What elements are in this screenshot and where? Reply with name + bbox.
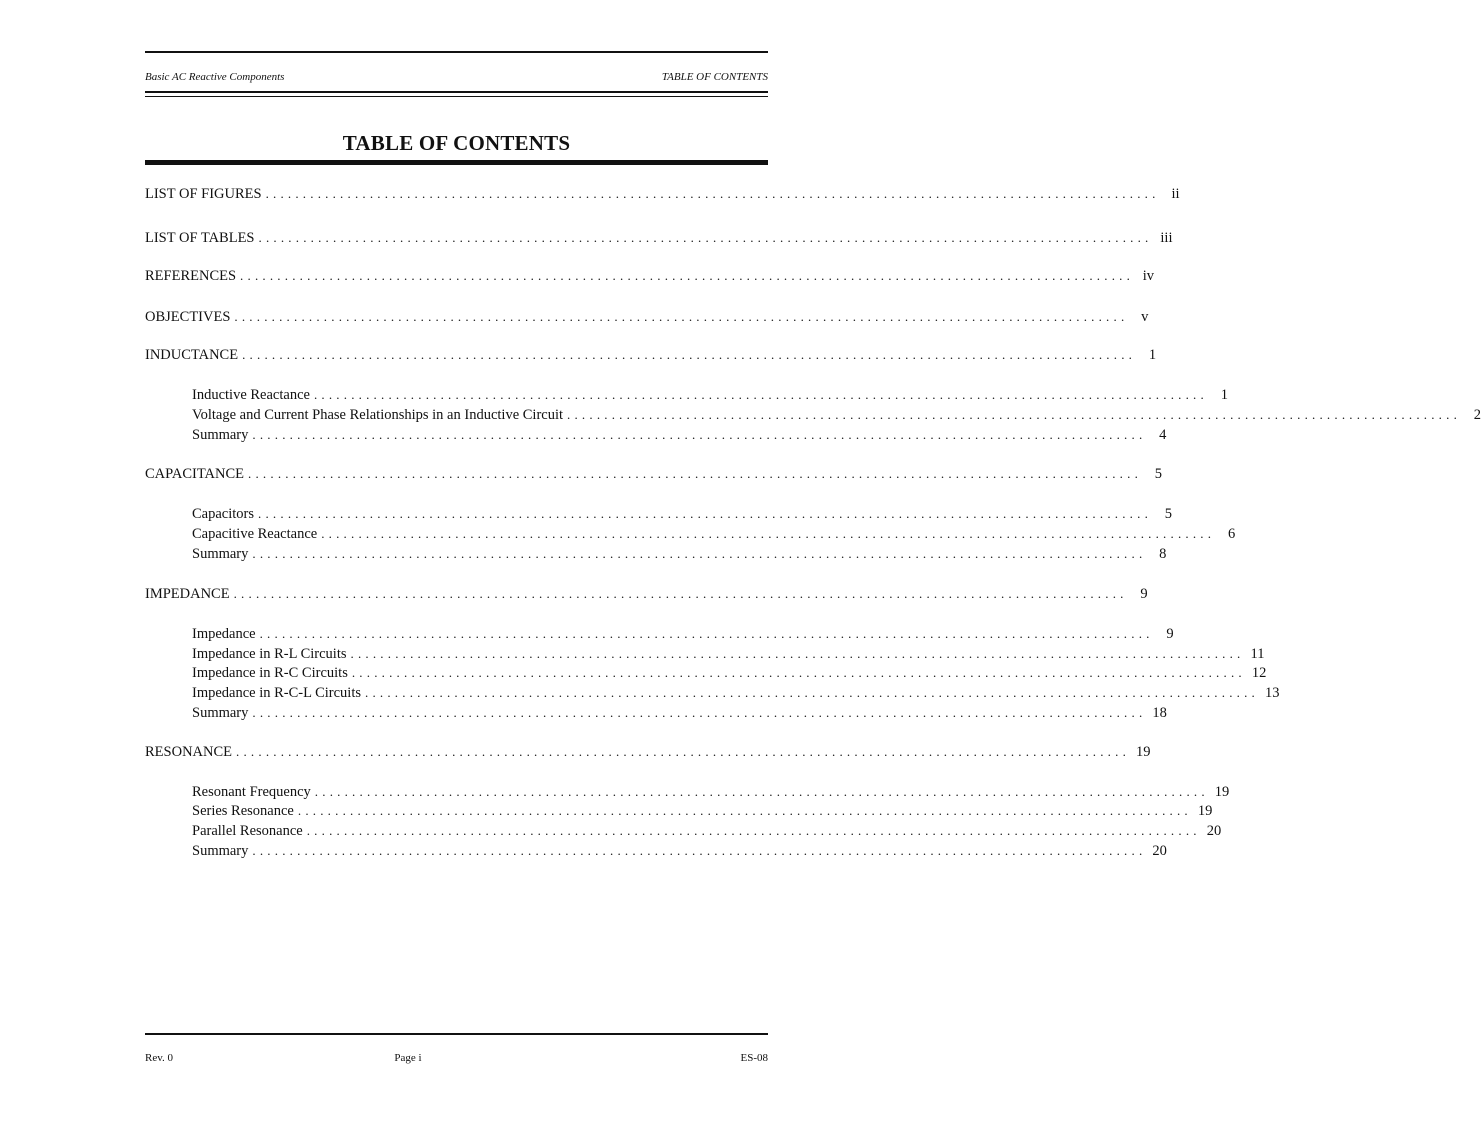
toc-dot-leader: ........................................................................................................................ (248, 466, 1143, 481)
toc-entry-label: OBJECTIVES (145, 309, 231, 325)
toc-dot-leader: ........................................................................................................................ (314, 784, 1209, 799)
toc-entry[interactable] (192, 842, 1167, 860)
toc-entry-page: 19 (1214, 784, 1230, 800)
toc-entry-page: 13 (1265, 685, 1280, 701)
footer-page-number: Page i (394, 1052, 422, 1064)
toc-entry[interactable] (192, 822, 1222, 840)
toc-entry-page: 20 (1152, 843, 1167, 859)
toc-dot-leader: ........................................................................................................................ (252, 705, 1147, 720)
toc-entry[interactable] (192, 645, 1265, 663)
toc-entry-label: LIST OF TABLES (145, 230, 255, 246)
header-top-rule (145, 51, 768, 53)
toc-dot-leader: ........................................................................................................................ (567, 407, 1462, 422)
footer-rule (145, 1033, 768, 1035)
title-rule (145, 160, 768, 165)
toc-entry-page: 6 (1227, 526, 1236, 542)
toc-entry-label: IMPEDANCE (145, 586, 230, 602)
toc-dot-leader: ........................................................................................................................ (259, 626, 1154, 641)
toc-entry-label: Parallel Resonance (192, 823, 303, 839)
toc-entry-label: Resonant Frequency (192, 784, 311, 800)
toc-dot-leader: ........................................................................................................................ (351, 665, 1246, 680)
header-right-text: TABLE OF CONTENTS (661, 71, 768, 83)
toc-entry-label: Impedance (192, 626, 256, 642)
toc-entry[interactable] (192, 406, 1481, 424)
toc-entry-page: 9 (1140, 586, 1148, 602)
toc-entry-label: Impedance in R-C Circuits (192, 665, 348, 681)
toc-entry-page: 5 (1154, 466, 1163, 482)
toc-entry[interactable] (145, 185, 1180, 203)
toc-dot-leader: ........................................................................................................................ (258, 230, 1153, 245)
toc-entry-label: RESONANCE (145, 744, 233, 760)
toc-entry-label: Series Resonance (192, 803, 294, 819)
toc-dot-leader: ........................................................................................................................ (236, 744, 1131, 759)
toc-entry-label: Impedance in R-L Circuits (192, 646, 347, 662)
toc-entry-label: Summary (192, 705, 249, 721)
toc-entry[interactable] (145, 267, 1155, 285)
toc-entry[interactable] (192, 525, 1236, 543)
toc-dot-leader: ........................................................................................................................ (252, 843, 1147, 858)
toc-entry-page: 11 (1250, 646, 1265, 662)
toc-entry-label: Capacitors (192, 506, 255, 522)
toc-entry-page: 12 (1251, 665, 1267, 681)
toc-dot-leader: ........................................................................................................................ (321, 526, 1216, 541)
toc-entry-label: Impedance in R-C-L Circuits (192, 685, 361, 701)
toc-entry-label: Summary (192, 843, 249, 859)
toc-entry[interactable] (192, 386, 1228, 404)
toc-entry-page: 8 (1159, 546, 1167, 562)
toc-entry-label: Voltage and Current Phase Relationships in an Inductive Circuit (192, 407, 564, 423)
toc-dot-leader: ........................................................................................................................ (297, 803, 1192, 818)
toc-entry[interactable] (192, 802, 1213, 820)
toc-entry-page: 2 (1473, 407, 1481, 423)
toc-dot-leader: ........................................................................................................................ (265, 186, 1160, 201)
toc-entry-page: ii (1171, 186, 1180, 202)
toc-entry-page: iv (1142, 268, 1155, 284)
toc-entry-label: INDUCTANCE (145, 347, 239, 363)
toc-entry-label: REFERENCES (145, 268, 237, 284)
toc-entry[interactable] (145, 308, 1149, 326)
toc-dot-leader: ........................................................................................................................ (252, 427, 1147, 442)
toc-dot-leader: ........................................................................................................................ (350, 646, 1245, 661)
toc-entry-page: 1 (1220, 387, 1228, 403)
toc-entry[interactable] (192, 505, 1173, 523)
toc-dot-leader: ........................................................................................................................ (234, 309, 1129, 324)
page-title: TABLE OF CONTENTS (342, 131, 571, 155)
toc-entry[interactable] (145, 465, 1163, 483)
header-bottom-rule-thin (145, 96, 768, 97)
toc-entry[interactable] (145, 229, 1173, 247)
toc-dot-leader: ........................................................................................................................ (258, 506, 1153, 521)
toc-entry-page: v (1141, 309, 1149, 325)
toc-entry-page: 5 (1164, 506, 1173, 522)
toc-entry-page: 20 (1206, 823, 1222, 839)
toc-entry-page: 1 (1148, 347, 1157, 363)
toc-dot-leader: ........................................................................................................................ (365, 685, 1259, 700)
toc-entry-label: LIST OF FIGURES (145, 186, 262, 202)
toc-entry-page: 19 (1136, 744, 1151, 760)
toc-entry-label: CAPACITANCE (145, 466, 245, 482)
toc-entry[interactable] (145, 346, 1157, 364)
toc-entry-page: 9 (1166, 626, 1174, 642)
header-bottom-rule-thick (145, 91, 768, 93)
toc-entry[interactable] (145, 585, 1148, 603)
toc-entry[interactable] (192, 545, 1167, 563)
toc-entry-page: 18 (1152, 705, 1167, 721)
toc-entry[interactable] (145, 743, 1151, 761)
toc-entry-label: Summary (192, 546, 249, 562)
toc-dot-leader: ........................................................................................................................ (233, 586, 1128, 601)
toc-dot-leader: ........................................................................................................................ (240, 268, 1135, 283)
toc-entry[interactable] (192, 684, 1280, 702)
footer-doc-id: ES-08 (740, 1052, 768, 1064)
toc-entry-page: iii (1160, 230, 1173, 246)
header-left-text: Basic AC Reactive Components (145, 71, 285, 83)
toc-entry-label: Summary (192, 427, 249, 443)
toc-dot-leader: ........................................................................................................................ (252, 546, 1147, 561)
toc-entry-page: 4 (1159, 427, 1167, 443)
toc-entry[interactable] (192, 664, 1267, 682)
footer-revision: Rev. 0 (145, 1052, 174, 1064)
toc-entry-label: Capacitive Reactance (192, 526, 318, 542)
toc-dot-leader: ........................................................................................................................ (242, 347, 1137, 362)
toc-entry-page: 19 (1197, 803, 1213, 819)
toc-entry[interactable] (192, 783, 1230, 801)
toc-entry[interactable] (192, 704, 1167, 722)
toc-entry-label: Inductive Reactance (192, 387, 310, 403)
toc-entry[interactable] (192, 625, 1174, 643)
toc-entry[interactable] (192, 426, 1167, 444)
toc-dot-leader: ........................................................................................................................ (306, 823, 1201, 838)
toc-dot-leader: ........................................................................................................................ (313, 387, 1208, 402)
